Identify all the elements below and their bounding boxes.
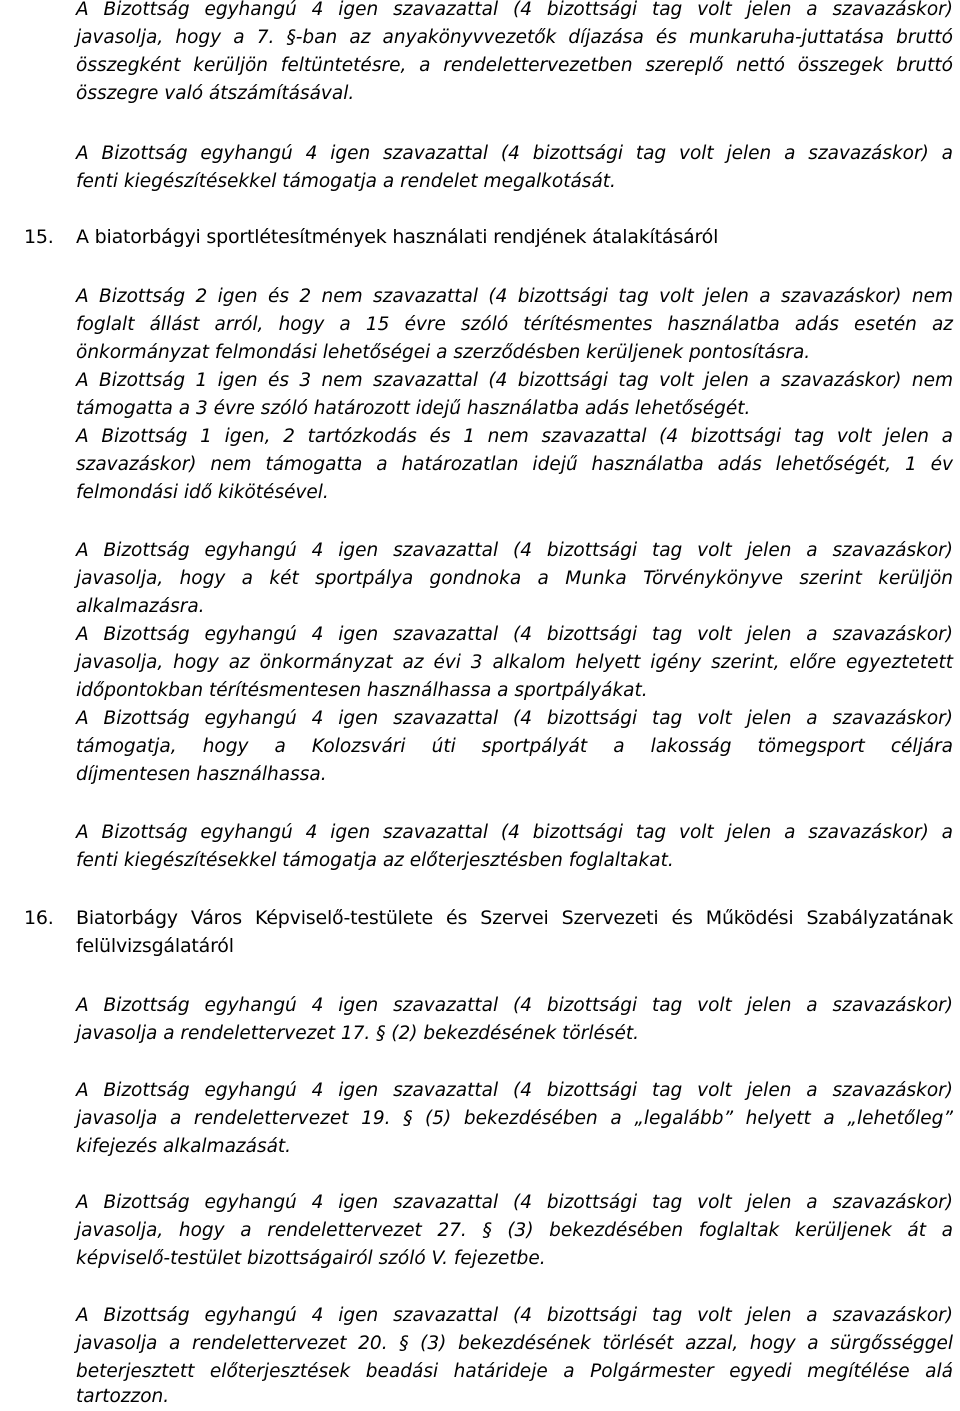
paragraph-line: A Bizottság 1 igen és 3 nem szavazattal (4 bizottsági tag volt jelen a szavazáskor) nem — [76, 370, 953, 391]
paragraph-line: A Bizottság egyhangú 4 igen szavazattal (4 bizottsági tag volt jelen a szavazáskor) — [76, 624, 953, 645]
paragraph-line: A Bizottság 1 igen, 2 tartózkodás és 1 nem szavazattal (4 bizottsági tag volt jelen a — [76, 426, 953, 447]
paragraph-line: A Bizottság egyhangú 4 igen szavazattal (4 bizottsági tag volt jelen a szavazáskor) — [76, 708, 953, 729]
section-title: Biatorbágy Város Képviselő-testülete és Szervei Szervezeti és Működési Szabályzatának — [76, 907, 953, 929]
paragraph-line: A Bizottság egyhangú 4 igen szavazattal (4 bizottsági tag volt jelen a szavazáskor) — [76, 1080, 953, 1101]
paragraph-line: felmondási idő kikötésével. — [76, 482, 329, 503]
paragraph-line: fenti kiegészítésekkel támogatja a rendelet megalkotását. — [76, 171, 616, 192]
paragraph-line: tartozzon. — [76, 1386, 170, 1407]
paragraph-line: A Bizottság egyhangú 4 igen szavazattal (4 bizottsági tag volt jelen a szavazáskor) — [76, 0, 953, 20]
paragraph-line: fenti kiegészítésekkel támogatja az előterjesztésben foglaltakat. — [76, 850, 674, 871]
paragraph-line: A Bizottság egyhangú 4 igen szavazattal (4 bizottsági tag volt jelen a szavazáskor) a — [76, 822, 953, 843]
paragraph-line: javasolja, hogy a 7. §-ban az anyakönyvvezetők díjazása és munkaruha-juttatása bruttó — [76, 27, 953, 48]
paragraph-line: támogatta a 3 évre szóló határozott idejű használatba adás lehetőségét. — [76, 398, 751, 419]
paragraph-line: időpontokban térítésmentesen használhassa a sportpályákat. — [76, 680, 648, 701]
section-number: 16. — [24, 907, 54, 929]
paragraph-line: díjmentesen használhassa. — [76, 764, 327, 785]
paragraph-line: javasolja a rendelettervezet 19. § (5) bekezdésében a „legalább” helyett a „lehetőleg” — [76, 1108, 953, 1129]
paragraph-line: javasolja, hogy a két sportpálya gondnoka a Munka Törvénykönyve szerint kerüljön — [76, 568, 953, 589]
paragraph-line: beterjesztett előterjesztések beadási határideje a Polgármester egyedi megítélése alá — [76, 1361, 953, 1382]
paragraph-line: javasolja, hogy a rendelettervezet 27. § (3) bekezdésében foglaltak kerüljenek át a — [76, 1220, 953, 1241]
paragraph-line: alkalmazásra. — [76, 596, 205, 617]
paragraph-line: szavazáskor) nem támogatta a határozatlan idejű használatba adás lehetőségét, 1 év — [76, 454, 953, 475]
paragraph-line: önkormányzat felmondási lehetőségei a szerződésben kerüljenek pontosításra. — [76, 342, 811, 363]
paragraph-line: kifejezés alkalmazását. — [76, 1136, 292, 1157]
paragraph-line: A Bizottság egyhangú 4 igen szavazattal (4 bizottsági tag volt jelen a szavazáskor) a — [76, 143, 953, 164]
paragraph-line: képviselő-testület bizottságairól szóló V. fejezetbe. — [76, 1248, 546, 1269]
section-number: 15. — [24, 226, 54, 248]
paragraph-line: támogatja, hogy a Kolozsvári úti sportpályát a lakosság tömegsport céljára — [76, 736, 953, 757]
paragraph-line: A Bizottság egyhangú 4 igen szavazattal (4 bizottsági tag volt jelen a szavazáskor) — [76, 540, 953, 561]
paragraph-line: összegként kerüljön feltüntetésre, a rendelettervezetben szereplő nettó összegek bruttó — [76, 55, 953, 76]
paragraph-line: A Bizottság egyhangú 4 igen szavazattal (4 bizottsági tag volt jelen a szavazáskor) — [76, 1192, 953, 1213]
paragraph-line: javasolja, hogy az önkormányzat az évi 3 alkalom helyett igény szerint, előre egyeztetett — [76, 652, 953, 673]
section-title: felülvizsgálatáról — [76, 935, 234, 957]
paragraph-line: javasolja a rendelettervezet 17. § (2) bekezdésének törlését. — [76, 1023, 639, 1044]
paragraph-line: A Bizottság egyhangú 4 igen szavazattal (4 bizottsági tag volt jelen a szavazáskor) — [76, 1305, 953, 1326]
paragraph-line: A Bizottság egyhangú 4 igen szavazattal (4 bizottsági tag volt jelen a szavazáskor) — [76, 995, 953, 1016]
section-title: A biatorbágyi sportlétesítmények használati rendjének átalakításáról — [76, 226, 719, 248]
paragraph-line: javasolja a rendelettervezet 20. § (3) bekezdésének törlését azzal, hogy a sürgősséggel — [76, 1333, 953, 1354]
paragraph-line: A Bizottság 2 igen és 2 nem szavazattal (4 bizottsági tag volt jelen a szavazáskor) nem — [76, 286, 953, 307]
paragraph-line: összegre való átszámításával. — [76, 83, 355, 104]
paragraph-line: foglalt állást arról, hogy a 15 évre szóló térítésmentes használatba adás esetén az — [76, 314, 953, 335]
